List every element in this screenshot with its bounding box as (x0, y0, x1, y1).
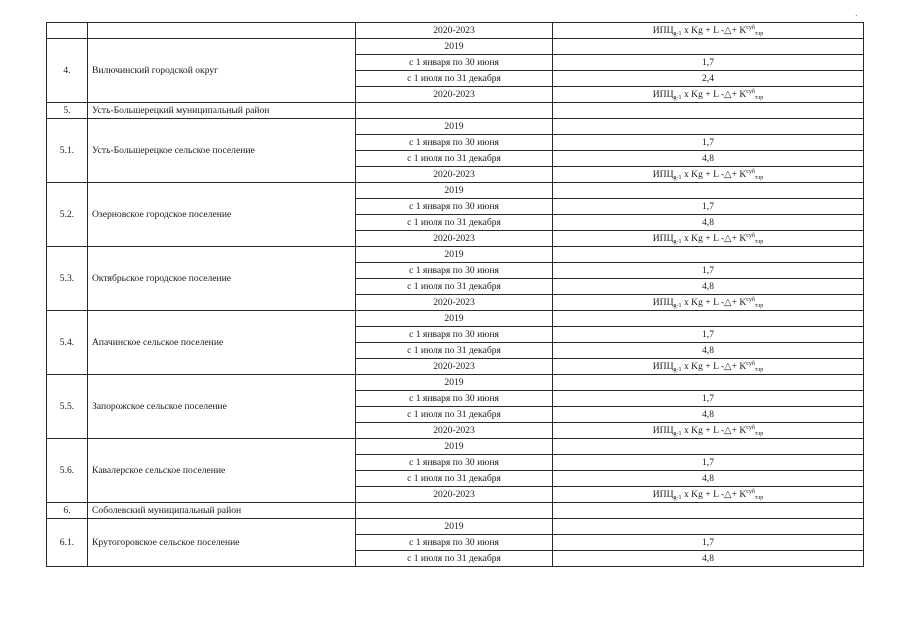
row-number: 5.2. (47, 183, 88, 247)
table-row (47, 375, 864, 391)
formula-middle: x Kg + L - (681, 232, 725, 244)
period-cell: с 1 января по 30 июня (356, 135, 553, 151)
section-name: Соболевский муниципальный район (88, 503, 356, 519)
value-cell: 2,4 (553, 71, 864, 87)
formula-prefix: ИПЦ (652, 24, 674, 36)
formula-plus-k: + K (731, 296, 747, 308)
formula-prefix-sub: g-1 (673, 430, 682, 437)
formula-delta: △ (724, 232, 732, 244)
value-cell: 4,8 (553, 407, 864, 423)
row-number: 5.5. (47, 375, 88, 439)
formula-prefix: ИПЦ (652, 88, 674, 100)
value-cell: 4,8 (553, 551, 864, 567)
settlement-name: Усть-Большерецкое сельское поселение (88, 119, 356, 183)
formula-k-sub: тэр (754, 238, 764, 245)
formula-k-sub: тэр (754, 366, 764, 373)
table-row (47, 23, 864, 39)
period-cell: с 1 июля по 31 декабря (356, 343, 553, 359)
section-number: 6. (47, 503, 88, 519)
formula-delta: △ (724, 88, 732, 100)
formula-delta: △ (724, 168, 732, 180)
value-cell: 1,7 (553, 455, 864, 471)
formula-plus-k: + K (731, 488, 747, 500)
period-cell: 2019 (356, 311, 553, 327)
period-cell: с 1 июля по 31 декабря (356, 215, 553, 231)
section-row (47, 503, 864, 519)
tariff-table (46, 22, 864, 567)
formula-prefix: ИПЦ (652, 232, 674, 244)
period-cell: 2020-2023 (356, 87, 553, 103)
value-cell (553, 439, 864, 455)
formula-k-sup: суб (746, 296, 755, 303)
tariff-formula-cell (553, 231, 864, 247)
formula-middle: x Kg + L - (681, 296, 725, 308)
section-value-empty (553, 103, 864, 119)
period-cell: с 1 июля по 31 декабря (356, 279, 553, 295)
tariff-formula-cell (553, 23, 864, 39)
row-number: 5.1. (47, 119, 88, 183)
formula-k-sub: тэр (754, 302, 764, 309)
formula-prefix-sub: g-1 (673, 494, 682, 501)
row-number: 5.4. (47, 311, 88, 375)
formula-prefix: ИПЦ (652, 296, 674, 308)
settlement-name: Озерновское городское поселение (88, 183, 356, 247)
formula-middle: x Kg + L - (681, 360, 725, 372)
formula-plus-k: + K (731, 232, 747, 244)
formula-delta: △ (724, 360, 732, 372)
tariff-formula-cell (553, 167, 864, 183)
period-cell: с 1 июля по 31 декабря (356, 407, 553, 423)
settlement-name: Вилючинский городской округ (88, 39, 356, 103)
period-cell: с 1 июля по 31 декабря (356, 471, 553, 487)
section-value-empty (553, 503, 864, 519)
period-cell: с 1 июля по 31 декабря (356, 151, 553, 167)
period-cell: 2019 (356, 39, 553, 55)
section-period-empty (356, 103, 553, 119)
formula-delta: △ (724, 24, 732, 36)
formula-k-sup: суб (746, 488, 755, 495)
formula-k-sup: суб (746, 88, 755, 95)
formula-middle: x Kg + L - (681, 88, 725, 100)
table-row (47, 119, 864, 135)
value-cell: 1,7 (553, 55, 864, 71)
settlement-name: Кавалерское сельское поселение (88, 439, 356, 503)
formula-k-sup: суб (746, 232, 755, 239)
tariff-formula-cell (553, 487, 864, 503)
value-cell: 1,7 (553, 135, 864, 151)
formula-plus-k: + K (731, 24, 747, 36)
table-row (47, 439, 864, 455)
value-cell: 4,8 (553, 471, 864, 487)
value-cell: 1,7 (553, 327, 864, 343)
settlement-name: Крутогоровское сельское поселение (88, 519, 356, 567)
value-cell (553, 39, 864, 55)
formula-k-sup: суб (746, 168, 755, 175)
period-cell: 2020-2023 (356, 359, 553, 375)
formula-plus-k: + K (731, 424, 747, 436)
settlement-name: Запорожское сельское поселение (88, 375, 356, 439)
formula-k-sub: тэр (754, 94, 764, 101)
value-cell: 4,8 (553, 279, 864, 295)
row-number: 5.3. (47, 247, 88, 311)
formula-plus-k: + K (731, 88, 747, 100)
row-number: 5.6. (47, 439, 88, 503)
formula-k-sub: тэр (754, 174, 764, 181)
period-cell: 2020-2023 (356, 487, 553, 503)
period-cell: 2020-2023 (356, 231, 553, 247)
period-cell: 2019 (356, 375, 553, 391)
row-number: 4. (47, 39, 88, 103)
formula-delta: △ (724, 296, 732, 308)
formula-prefix: ИПЦ (652, 360, 674, 372)
formula-prefix-sub: g-1 (673, 174, 682, 181)
value-cell (553, 375, 864, 391)
formula-prefix: ИПЦ (652, 424, 674, 436)
table-row (47, 39, 864, 55)
formula-plus-k: + K (731, 168, 747, 180)
formula-middle: x Kg + L - (681, 168, 725, 180)
tariff-formula-cell (553, 359, 864, 375)
table-row (47, 519, 864, 535)
tariff-formula-cell (553, 87, 864, 103)
value-cell: 1,7 (553, 535, 864, 551)
period-cell: с 1 января по 30 июня (356, 199, 553, 215)
period-cell: 2020-2023 (356, 423, 553, 439)
formula-prefix-sub: g-1 (673, 366, 682, 373)
formula-k-sub: тэр (754, 30, 764, 37)
formula-delta: △ (724, 488, 732, 500)
formula-k-sub: тэр (754, 494, 764, 501)
settlement-name (88, 23, 356, 39)
period-cell: с 1 января по 30 июня (356, 391, 553, 407)
section-period-empty (356, 503, 553, 519)
formula-k-sup: суб (746, 360, 755, 367)
formula-prefix: ИПЦ (652, 168, 674, 180)
table-row (47, 247, 864, 263)
value-cell (553, 119, 864, 135)
table-row (47, 311, 864, 327)
period-cell: 2019 (356, 119, 553, 135)
period-cell: 2020-2023 (356, 295, 553, 311)
period-cell: с 1 января по 30 июня (356, 535, 553, 551)
period-cell: 2019 (356, 439, 553, 455)
formula-k-sup: суб (746, 24, 755, 31)
period-cell: с 1 января по 30 июня (356, 455, 553, 471)
value-cell (553, 311, 864, 327)
period-cell: с 1 января по 30 июня (356, 55, 553, 71)
formula-middle: x Kg + L - (681, 424, 725, 436)
period-cell: 2019 (356, 519, 553, 535)
period-cell: с 1 января по 30 июня (356, 327, 553, 343)
section-number: 5. (47, 103, 88, 119)
formula-prefix-sub: g-1 (673, 94, 682, 101)
tariff-table-body (47, 23, 864, 567)
row-number: 6.1. (47, 519, 88, 567)
period-cell: 2020-2023 (356, 23, 553, 39)
value-cell (553, 183, 864, 199)
formula-prefix-sub: g-1 (673, 238, 682, 245)
period-cell: с 1 января по 30 июня (356, 263, 553, 279)
value-cell: 4,8 (553, 343, 864, 359)
value-cell (553, 519, 864, 535)
period-cell: 2019 (356, 183, 553, 199)
formula-delta: △ (724, 424, 732, 436)
formula-middle: x Kg + L - (681, 488, 725, 500)
period-cell: с 1 июля по 31 декабря (356, 551, 553, 567)
value-cell: 4,8 (553, 215, 864, 231)
period-cell: 2020-2023 (356, 167, 553, 183)
settlement-name: Апачинское сельское поселение (88, 311, 356, 375)
table-row (47, 183, 864, 199)
row-number (47, 23, 88, 39)
formula-prefix: ИПЦ (652, 488, 674, 500)
section-row (47, 103, 864, 119)
formula-k-sub: тэр (754, 430, 764, 437)
period-cell: 2019 (356, 247, 553, 263)
value-cell: 4,8 (553, 151, 864, 167)
period-cell: с 1 июля по 31 декабря (356, 71, 553, 87)
formula-middle: x Kg + L - (681, 24, 725, 36)
settlement-name: Октябрьское городское поселение (88, 247, 356, 311)
value-cell: 1,7 (553, 199, 864, 215)
formula-prefix-sub: g-1 (673, 30, 682, 37)
formula-plus-k: + K (731, 360, 747, 372)
formula-prefix-sub: g-1 (673, 302, 682, 309)
section-name: Усть-Большерецкий муниципальный район (88, 103, 356, 119)
tariff-formula-cell (553, 423, 864, 439)
formula-k-sup: суб (746, 424, 755, 431)
value-cell: 1,7 (553, 391, 864, 407)
value-cell (553, 247, 864, 263)
value-cell: 1,7 (553, 263, 864, 279)
page-mark: . (855, 8, 858, 18)
tariff-formula-cell (553, 295, 864, 311)
